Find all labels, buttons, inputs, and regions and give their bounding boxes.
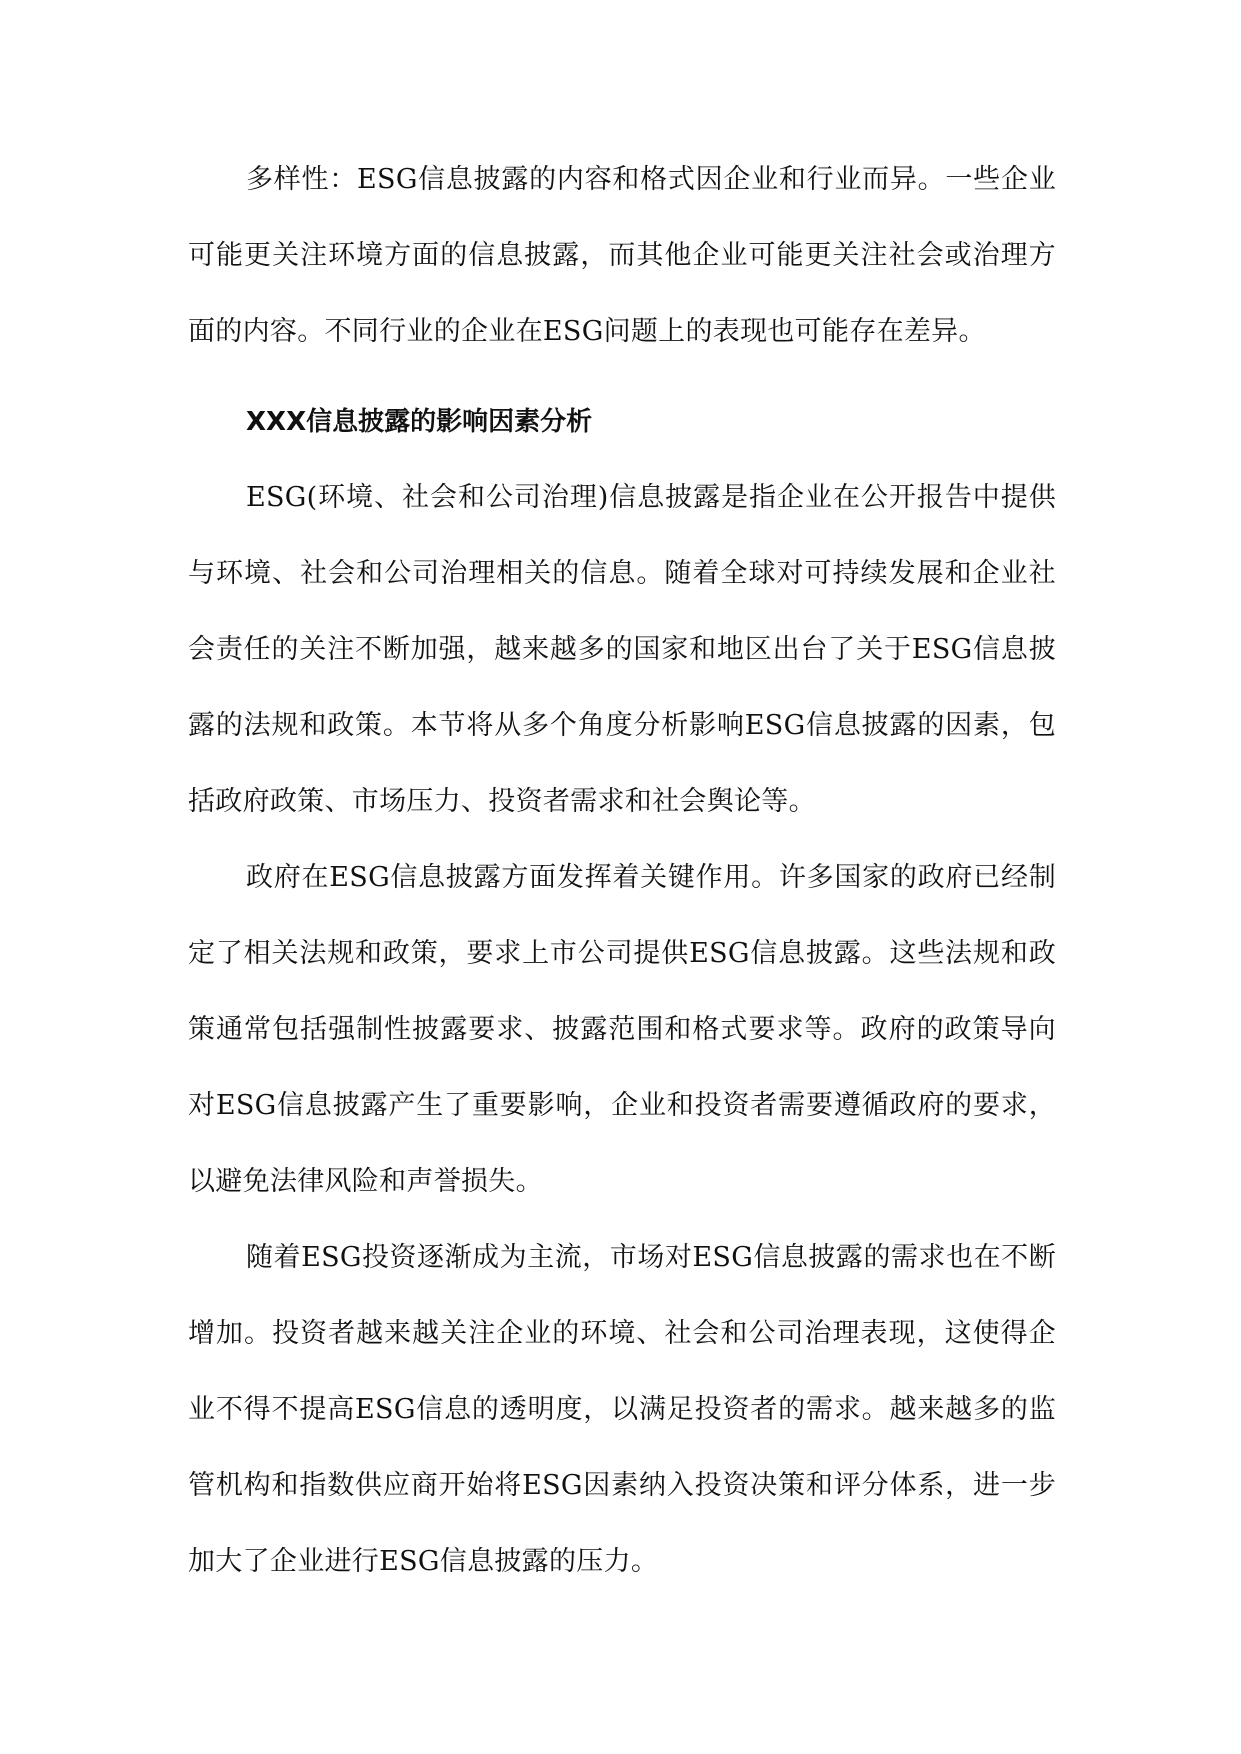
paragraph-market-demand: 随着ESG投资逐渐成为主流，市场对ESG信息披露的需求也在不断增加。投资者越来越关注企业的环境、社会和公司治理表现，这使得企业不得不提高ESG信息的透明度，以满足投资者的需求。越来越多的监管机构和指数供应商开始将ESG因素纳入投资决策和评分体系，进一步加大了企业进行ESG信息披露的压力。 [188, 1242, 1056, 1577]
paragraph-diversity: 多样性：ESG信息披露的内容和格式因企业和行业而异。一些企业可能更关注环境方面的信息披露，而其他企业可能更关注社会或治理方面的内容。不同行业的企业在ESG问题上的表现也可能存在差异。 [188, 164, 1056, 347]
section-heading: XXX信息披露的影响因素分析 [246, 407, 593, 437]
document-body [188, 142, 1056, 1600]
paragraph-government-role: 政府在ESG信息披露方面发挥着关键作用。许多国家的政府已经制定了相关法规和政策，要求上市公司提供ESG信息披露。这些法规和政策通常包括强制性披露要求、披露范围和格式要求等。政府的政策导向对ESG信息披露产生了重要影响，企业和投资者需要遵循政府的要求，以避免法律风险和声誉损失。 [188, 862, 1056, 1197]
paragraph-esg-definition: ESG(环境、社会和公司治理)信息披露是指企业在公开报告中提供与环境、社会和公司治理相关的信息。随着全球对可持续发展和企业社会责任的关注不断加强，越来越多的国家和地区出台了关于ESG信息披露的法规和政策。本节将从多个角度分析影响ESG信息披露的因素，包括政府政策、市场压力、投资者需求和社会舆论等。 [188, 482, 1056, 817]
